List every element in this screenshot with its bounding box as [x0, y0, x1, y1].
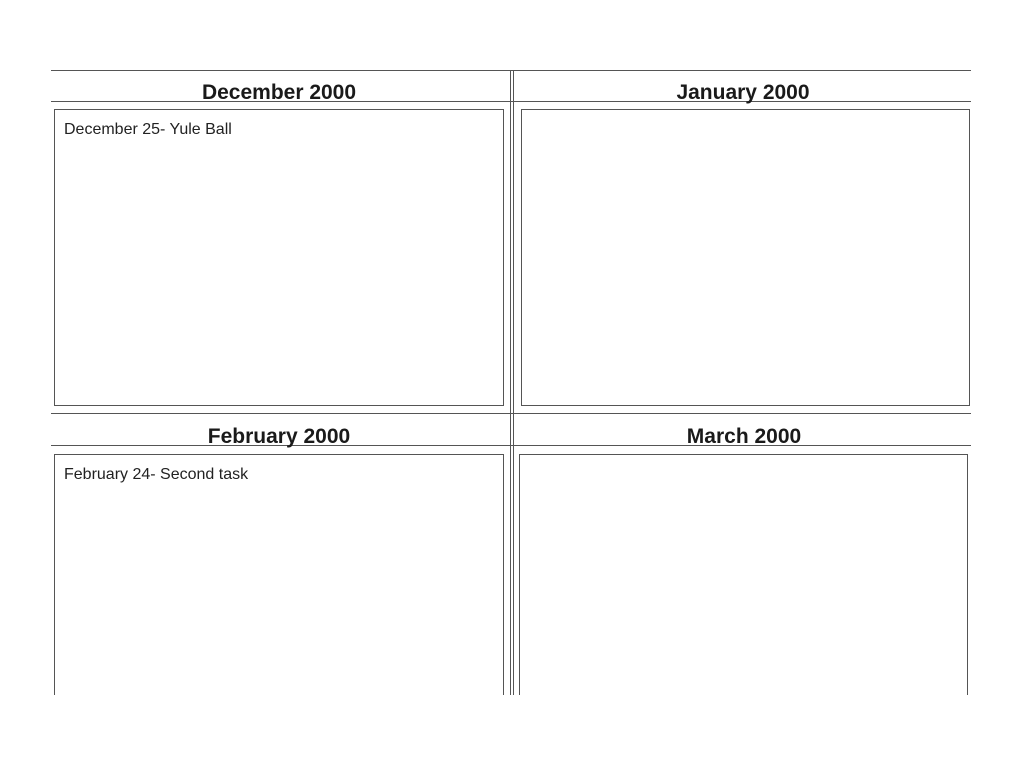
section-rule	[51, 413, 971, 414]
column-divider	[510, 70, 511, 695]
month-box-december	[54, 109, 504, 406]
month-title-january: January 2000	[676, 81, 810, 104]
month-title-march: March 2000	[686, 425, 802, 448]
month-title-february: February 2000	[207, 425, 351, 448]
event-entry: February 24- Second task	[64, 466, 249, 483]
month-box-march	[519, 454, 968, 695]
event-entry: December 25- Yule Ball	[64, 121, 232, 138]
month-title-december: December 2000	[201, 81, 357, 104]
column-divider	[513, 70, 514, 695]
month-box-january	[521, 109, 970, 406]
month-box-february	[54, 454, 504, 695]
section-rule	[51, 70, 971, 71]
